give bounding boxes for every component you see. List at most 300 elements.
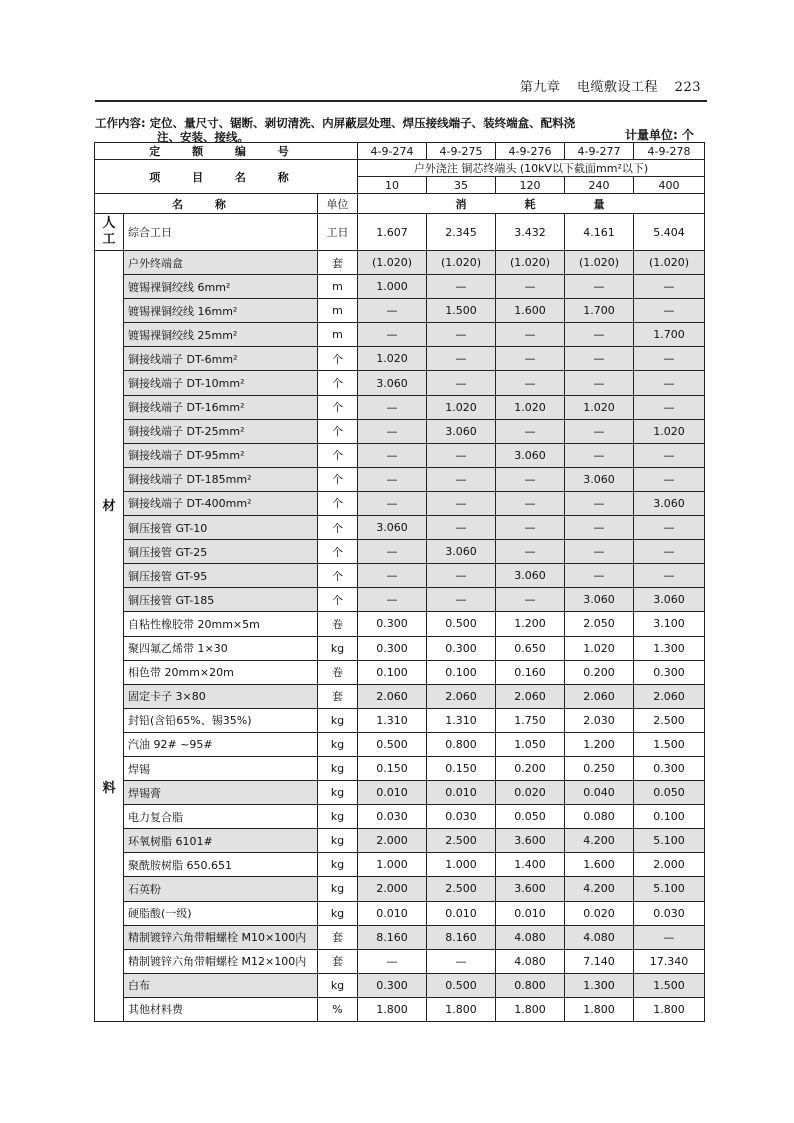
material-row <box>95 732 705 756</box>
material-value: — <box>427 516 496 540</box>
labor-row <box>95 214 705 251</box>
material-name: 铜接线端子 DT-400mm² <box>124 491 318 515</box>
material-value: — <box>634 347 705 371</box>
material-value: 1.500 <box>427 299 496 323</box>
consumption-char: 消 <box>427 194 496 214</box>
material-value: 8.160 <box>427 925 496 949</box>
material-unit: 套 <box>318 251 358 275</box>
material-value: 0.080 <box>565 805 634 829</box>
material-name: 铜接线端子 DT-16mm² <box>124 395 318 419</box>
material-value: — <box>358 323 427 347</box>
material-value: — <box>565 371 634 395</box>
labor-name: 综合工日 <box>124 214 318 251</box>
material-value: — <box>565 347 634 371</box>
code-cell: 4-9-276 <box>496 143 565 160</box>
material-value: 3.060 <box>358 371 427 395</box>
material-category <box>95 251 124 1022</box>
material-row <box>95 660 705 684</box>
material-name: 铜压接管 GT-10 <box>124 516 318 540</box>
material-value: 0.300 <box>427 636 496 660</box>
material-value: 1.020 <box>496 395 565 419</box>
material-value: — <box>565 516 634 540</box>
material-value: 0.200 <box>565 660 634 684</box>
section-cell: 120 <box>496 177 565 194</box>
material-unit: 卷 <box>318 612 358 636</box>
material-value: 3.060 <box>565 588 634 612</box>
material-value: 4.080 <box>496 949 565 973</box>
material-value: 1.200 <box>496 612 565 636</box>
chapter-number: 第九章 <box>519 80 561 95</box>
material-unit: 卷 <box>318 660 358 684</box>
header-row-group <box>95 160 705 177</box>
material-value: 2.000 <box>634 853 705 877</box>
material-value: 3.060 <box>496 443 565 467</box>
material-value: — <box>496 491 565 515</box>
material-value: 4.080 <box>496 925 565 949</box>
material-value: 1.800 <box>565 997 634 1021</box>
header-row-columns <box>95 194 705 214</box>
consumption-char: 量 <box>565 194 634 214</box>
material-unit: kg <box>318 732 358 756</box>
material-unit: 个 <box>318 395 358 419</box>
material-name: 封铅(含铅65%、锡35%) <box>124 708 318 732</box>
material-value: — <box>634 371 705 395</box>
material-row <box>95 636 705 660</box>
material-value: — <box>496 347 565 371</box>
material-name: 聚四氟乙烯带 1×30 <box>124 636 318 660</box>
material-value: 0.500 <box>358 732 427 756</box>
material-value: 1.800 <box>496 997 565 1021</box>
work-content-label: 工作内容: <box>95 116 146 130</box>
material-unit: 个 <box>318 371 358 395</box>
labor-value: 2.345 <box>427 214 496 251</box>
material-row <box>95 756 705 780</box>
material-name: 铜压接管 GT-185 <box>124 588 318 612</box>
material-value: 0.500 <box>427 973 496 997</box>
material-name: 铜接线端子 DT-185mm² <box>124 467 318 491</box>
material-row <box>95 275 705 299</box>
material-unit: 套 <box>318 949 358 973</box>
material-value: 0.100 <box>427 660 496 684</box>
material-value: — <box>634 275 705 299</box>
material-value: — <box>634 516 705 540</box>
material-value: 1.000 <box>427 853 496 877</box>
material-value: 1.750 <box>496 708 565 732</box>
section-cell: 240 <box>565 177 634 194</box>
material-value: — <box>634 467 705 491</box>
material-value: 3.060 <box>565 467 634 491</box>
material-value: 0.160 <box>496 660 565 684</box>
labor-value: 5.404 <box>634 214 705 251</box>
material-value: — <box>358 564 427 588</box>
material-value: 3.060 <box>427 540 496 564</box>
material-row <box>95 949 705 973</box>
section-cell: 400 <box>634 177 705 194</box>
code-cell: 4-9-277 <box>565 143 634 160</box>
material-row <box>95 395 705 419</box>
material-name: 精制镀锌六角带帽螺栓 M10×100内 <box>124 925 318 949</box>
chapter-heading <box>508 76 701 95</box>
material-unit: m <box>318 275 358 299</box>
material-value: 2.500 <box>427 829 496 853</box>
code-cell: 4-9-278 <box>634 143 705 160</box>
material-value: 1.020 <box>427 395 496 419</box>
material-value: — <box>358 443 427 467</box>
code-cell: 4-9-274 <box>358 143 427 160</box>
material-name: 镀锡裸铜绞线 25mm² <box>124 323 318 347</box>
material-value: 0.010 <box>496 901 565 925</box>
material-value: 3.600 <box>496 877 565 901</box>
material-row <box>95 877 705 901</box>
material-value: 1.800 <box>634 997 705 1021</box>
page-number: 223 <box>674 80 701 95</box>
material-value: 5.100 <box>634 877 705 901</box>
material-value: 1.000 <box>358 275 427 299</box>
material-value: — <box>565 491 634 515</box>
material-value: 17.340 <box>634 949 705 973</box>
material-value: — <box>358 395 427 419</box>
material-value: — <box>565 419 634 443</box>
material-unit: 个 <box>318 516 358 540</box>
code-cell: 4-9-275 <box>427 143 496 160</box>
material-unit: 个 <box>318 443 358 467</box>
material-value: 2.060 <box>634 684 705 708</box>
material-value: — <box>427 347 496 371</box>
material-unit: kg <box>318 636 358 660</box>
consumption-char: 耗 <box>496 194 565 214</box>
material-row <box>95 612 705 636</box>
material-name: 精制镀锌六角带帽螺栓 M12×100内 <box>124 949 318 973</box>
material-name: 电力复合脂 <box>124 805 318 829</box>
material-row <box>95 419 705 443</box>
material-category-top: 材 <box>102 499 116 514</box>
material-value: 0.250 <box>565 756 634 780</box>
material-value: 0.800 <box>427 732 496 756</box>
labor-category <box>95 214 124 251</box>
material-value: 3.060 <box>427 419 496 443</box>
material-name: 镀锡裸铜绞线 6mm² <box>124 275 318 299</box>
material-unit: kg <box>318 901 358 925</box>
material-row <box>95 323 705 347</box>
material-unit: kg <box>318 829 358 853</box>
material-value: 3.060 <box>358 516 427 540</box>
material-value: 0.010 <box>358 781 427 805</box>
material-value: 2.500 <box>634 708 705 732</box>
material-value: 0.300 <box>358 973 427 997</box>
material-value: — <box>358 949 427 973</box>
material-value: 2.060 <box>565 684 634 708</box>
material-name: 铜接线端子 DT-10mm² <box>124 371 318 395</box>
material-value: — <box>427 949 496 973</box>
material-row <box>95 829 705 853</box>
header-row-codes <box>95 143 705 160</box>
material-name: 户外终端盒 <box>124 251 318 275</box>
material-value: — <box>496 371 565 395</box>
material-row <box>95 684 705 708</box>
material-value: 2.050 <box>565 612 634 636</box>
material-value: — <box>427 564 496 588</box>
material-value: 0.650 <box>496 636 565 660</box>
material-value: 1.500 <box>634 732 705 756</box>
material-unit: kg <box>318 853 358 877</box>
material-row <box>95 347 705 371</box>
material-value: — <box>358 491 427 515</box>
material-row <box>95 491 705 515</box>
material-value: 2.000 <box>358 877 427 901</box>
material-name: 焊锡膏 <box>124 781 318 805</box>
material-value: 1.400 <box>496 853 565 877</box>
material-row <box>95 997 705 1021</box>
material-value: 0.030 <box>427 805 496 829</box>
material-name: 铜接线端子 DT-25mm² <box>124 419 318 443</box>
material-row <box>95 371 705 395</box>
material-value: 1.600 <box>565 853 634 877</box>
material-name: 固定卡子 3×80 <box>124 684 318 708</box>
work-content-line2: 注、安装、接线。 <box>157 130 249 144</box>
labor-category-label: 人工 <box>102 216 116 247</box>
material-value: 3.060 <box>496 564 565 588</box>
material-value: 7.140 <box>565 949 634 973</box>
material-value: — <box>358 588 427 612</box>
material-unit: kg <box>318 781 358 805</box>
material-unit: kg <box>318 973 358 997</box>
material-value: — <box>427 371 496 395</box>
work-content <box>95 116 707 144</box>
material-unit: 个 <box>318 491 358 515</box>
material-name: 铜接线端子 DT-95mm² <box>124 443 318 467</box>
material-name: 铜压接管 GT-25 <box>124 540 318 564</box>
material-value: — <box>634 443 705 467</box>
material-name: 硬脂酸(一级) <box>124 901 318 925</box>
material-value: 2.500 <box>427 877 496 901</box>
material-name: 自粘性橡胶带 20mm×5m <box>124 612 318 636</box>
material-row <box>95 853 705 877</box>
material-value: 1.700 <box>565 299 634 323</box>
material-name: 白布 <box>124 973 318 997</box>
material-value: 4.200 <box>565 877 634 901</box>
material-value: 0.100 <box>358 660 427 684</box>
material-value: 0.300 <box>634 660 705 684</box>
material-row <box>95 708 705 732</box>
material-value: 0.050 <box>634 781 705 805</box>
material-name: 镀锡裸铜绞线 16mm² <box>124 299 318 323</box>
material-value: — <box>496 419 565 443</box>
material-unit: % <box>318 997 358 1021</box>
material-unit: 套 <box>318 684 358 708</box>
material-value: 2.000 <box>358 829 427 853</box>
material-row <box>95 251 705 275</box>
material-name: 汽油 92# ~95# <box>124 732 318 756</box>
item-name-label: 项 目 名 称 <box>95 160 358 194</box>
material-value: (1.020) <box>634 251 705 275</box>
material-value: 1.020 <box>565 395 634 419</box>
labor-value: 1.607 <box>358 214 427 251</box>
material-name: 聚酰胺树脂 650.651 <box>124 853 318 877</box>
material-value: — <box>565 564 634 588</box>
material-value: 5.100 <box>634 829 705 853</box>
material-unit: 个 <box>318 588 358 612</box>
group-title: 户外浇注 铜芯终端头 (10kV以下截面mm²以下) <box>358 160 705 177</box>
material-row <box>95 901 705 925</box>
material-category-bottom: 料 <box>102 781 116 796</box>
material-value: 1.310 <box>427 708 496 732</box>
material-value: — <box>496 467 565 491</box>
material-name: 其他材料费 <box>124 997 318 1021</box>
material-name: 焊锡 <box>124 756 318 780</box>
material-value: — <box>358 540 427 564</box>
material-value: — <box>496 588 565 612</box>
material-unit: m <box>318 323 358 347</box>
material-unit: 套 <box>318 925 358 949</box>
material-value: 1.800 <box>427 997 496 1021</box>
material-value: 8.160 <box>358 925 427 949</box>
material-value: — <box>496 275 565 299</box>
material-value: 2.060 <box>427 684 496 708</box>
material-value: — <box>496 516 565 540</box>
material-value: 0.030 <box>634 901 705 925</box>
material-name: 铜压接管 GT-95 <box>124 564 318 588</box>
col-name-label: 名 称 <box>95 194 318 214</box>
material-value: 0.200 <box>496 756 565 780</box>
material-unit: m <box>318 299 358 323</box>
page-header <box>95 70 707 102</box>
col-unit-label: 单位 <box>318 194 358 214</box>
material-value: (1.020) <box>496 251 565 275</box>
material-value: 4.200 <box>565 829 634 853</box>
quota-table <box>94 142 705 1022</box>
material-value: — <box>565 275 634 299</box>
material-value: — <box>427 443 496 467</box>
material-value: 0.100 <box>634 805 705 829</box>
labor-value: 3.432 <box>496 214 565 251</box>
material-value: 1.800 <box>358 997 427 1021</box>
material-row <box>95 299 705 323</box>
material-row <box>95 540 705 564</box>
material-unit: kg <box>318 805 358 829</box>
material-unit: kg <box>318 877 358 901</box>
material-value: 2.060 <box>496 684 565 708</box>
unit-note: 计量单位: 个 <box>625 128 694 142</box>
material-value: — <box>427 467 496 491</box>
material-value: 0.010 <box>358 901 427 925</box>
material-unit: kg <box>318 708 358 732</box>
material-value: — <box>634 925 705 949</box>
material-unit: 个 <box>318 347 358 371</box>
material-value: — <box>358 467 427 491</box>
material-value: 3.060 <box>634 588 705 612</box>
material-unit: 个 <box>318 540 358 564</box>
material-value: 0.050 <box>496 805 565 829</box>
material-value: 4.080 <box>565 925 634 949</box>
material-value: (1.020) <box>358 251 427 275</box>
material-unit: 个 <box>318 564 358 588</box>
material-row <box>95 564 705 588</box>
material-value: 0.020 <box>496 781 565 805</box>
material-value: — <box>427 275 496 299</box>
material-value: 0.040 <box>565 781 634 805</box>
material-value: 1.310 <box>358 708 427 732</box>
material-row <box>95 588 705 612</box>
material-row <box>95 443 705 467</box>
material-name: 石英粉 <box>124 877 318 901</box>
material-value: — <box>565 443 634 467</box>
material-name: 相色带 20mm×20m <box>124 660 318 684</box>
material-value: 0.300 <box>634 756 705 780</box>
material-value: — <box>634 540 705 564</box>
section-cell: 35 <box>427 177 496 194</box>
material-value: 1.300 <box>565 973 634 997</box>
material-value: — <box>427 323 496 347</box>
material-value: 1.700 <box>634 323 705 347</box>
material-unit: 个 <box>318 467 358 491</box>
material-value: 0.300 <box>358 636 427 660</box>
material-row <box>95 781 705 805</box>
material-value: 1.300 <box>634 636 705 660</box>
material-value: 3.100 <box>634 612 705 636</box>
material-value: 1.020 <box>634 419 705 443</box>
material-value: 2.060 <box>358 684 427 708</box>
material-row <box>95 516 705 540</box>
material-value: 0.020 <box>565 901 634 925</box>
labor-unit: 工日 <box>318 214 358 251</box>
material-row <box>95 467 705 491</box>
material-value: — <box>634 564 705 588</box>
material-value: 1.050 <box>496 732 565 756</box>
section-cell: 10 <box>358 177 427 194</box>
chapter-title: 电缆敷设工程 <box>577 80 659 95</box>
labor-value: 4.161 <box>565 214 634 251</box>
material-value: — <box>427 588 496 612</box>
material-value: 0.500 <box>427 612 496 636</box>
material-value: 2.030 <box>565 708 634 732</box>
material-row <box>95 805 705 829</box>
material-value: 1.000 <box>358 853 427 877</box>
material-value: 0.800 <box>496 973 565 997</box>
material-value: 0.010 <box>427 901 496 925</box>
material-value: (1.020) <box>427 251 496 275</box>
material-value: — <box>358 299 427 323</box>
material-value: 1.020 <box>565 636 634 660</box>
material-value: — <box>634 395 705 419</box>
material-value: 0.030 <box>358 805 427 829</box>
material-value: 1.020 <box>358 347 427 371</box>
material-row <box>95 925 705 949</box>
material-value: — <box>496 540 565 564</box>
work-content-line1: 定位、量尺寸、锯断、剥切清洗、内屏蔽层处理、焊压接线端子、装终端盒、配料浇 <box>149 116 576 130</box>
quota-code-label: 定 额 编 号 <box>95 143 358 160</box>
material-value: 1.600 <box>496 299 565 323</box>
material-value: — <box>634 299 705 323</box>
material-value: — <box>565 323 634 347</box>
material-name: 环氧树脂 6101# <box>124 829 318 853</box>
material-value: 1.500 <box>634 973 705 997</box>
material-value: — <box>358 419 427 443</box>
material-value: — <box>496 323 565 347</box>
material-value: 3.600 <box>496 829 565 853</box>
material-value: 0.010 <box>427 781 496 805</box>
material-value: — <box>427 491 496 515</box>
material-unit: 个 <box>318 419 358 443</box>
material-value: (1.020) <box>565 251 634 275</box>
material-name: 铜接线端子 DT-6mm² <box>124 347 318 371</box>
material-row <box>95 973 705 997</box>
material-value: — <box>565 540 634 564</box>
material-unit: kg <box>318 756 358 780</box>
material-value: 0.150 <box>427 756 496 780</box>
material-value: 3.060 <box>634 491 705 515</box>
material-value: 0.150 <box>358 756 427 780</box>
material-value: 0.300 <box>358 612 427 636</box>
